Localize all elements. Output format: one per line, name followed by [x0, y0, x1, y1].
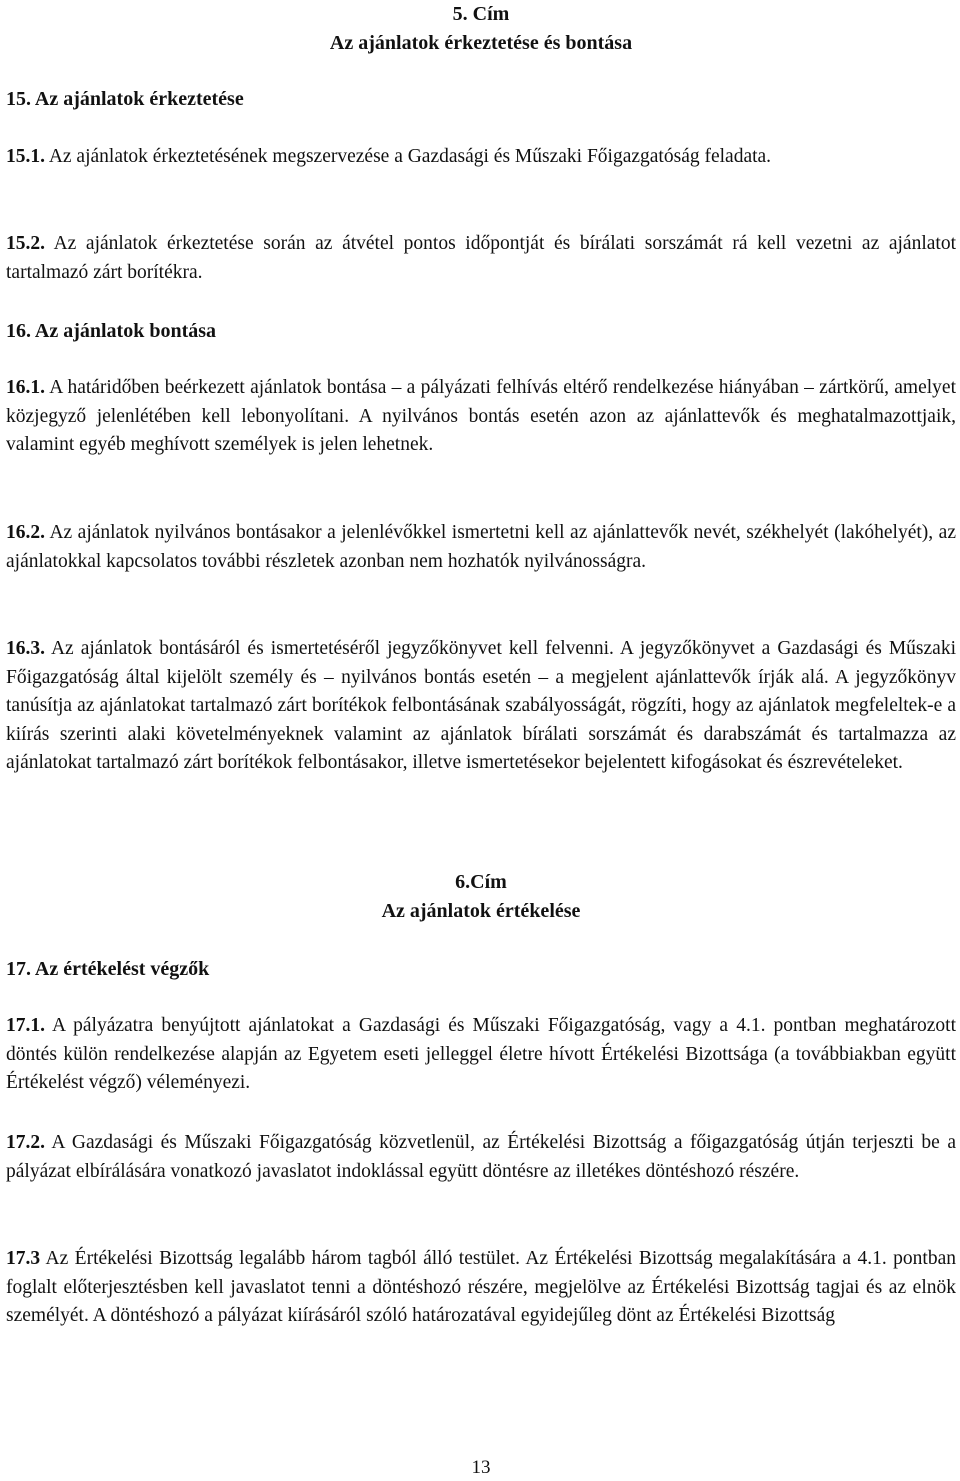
paragraph-text: A pályázatra benyújtott ajánlatokat a Gazdasági és Műszaki Főigazgatóság, vagy a 4.1. pontban meghatározott döntés külön rendelkezése alapján az Egyetem eseti jelleggel életre hívott Értékelési Bizottsága (a továbbiakban együtt Értékelést végző) véleményezi.: [6, 1015, 956, 1093]
paragraph-number: 15.2.: [6, 233, 45, 254]
section-17-heading: 17. Az értékelést végzők: [6, 958, 210, 980]
chapter-6-title: [6, 868, 956, 926]
paragraph-16-2: [6, 519, 956, 576]
section-15-heading: 15. Az ajánlatok érkeztetése: [6, 88, 244, 110]
chapter-5-title: [6, 0, 956, 58]
paragraph-number: 17.1.: [6, 1015, 45, 1036]
paragraph-number: 17.3: [6, 1248, 41, 1269]
chapter-title: Az ajánlatok értékelése: [381, 900, 581, 922]
document-page: [6, 0, 956, 1480]
paragraph-17-2: [6, 1129, 956, 1186]
paragraph-number: 16.3.: [6, 638, 45, 659]
paragraph-number: 16.1.: [6, 377, 45, 398]
paragraph-16-1: [6, 374, 956, 460]
paragraph-text: Az ajánlatok érkeztetése során az átvétel pontos időpontját és bírálati sorszámát rá kell vezetni az ajánlatot tartalmazó zárt borítékra.: [6, 233, 956, 283]
paragraph-number: 16.2.: [6, 522, 45, 543]
paragraph-text: A Gazdasági és Műszaki Főigazgatóság közvetlenül, az Értékelési Bizottság a főigazgatóság útján terjeszti be a pályázat elbírálására vonatkozó javaslatot indoklással együtt döntésre az illetékes döntéshozó részére.: [6, 1132, 956, 1182]
paragraph-15-1: [6, 143, 956, 172]
paragraph-15-2: [6, 230, 956, 287]
paragraph-text: Az ajánlatok nyilvános bontásakor a jelenlévőkkel ismertetni kell az ajánlattevők nevét, székhelyét (lakóhelyét), az ajánlatokkal kapcsolatos további részletek azonban nem hozhatók nyilvánosságra.: [6, 522, 956, 572]
chapter-number: 5. Cím: [452, 3, 510, 25]
paragraph-number: 17.2.: [6, 1132, 45, 1153]
chapter-title: Az ajánlatok érkeztetése és bontása: [329, 32, 633, 54]
page-number: 13: [471, 1457, 491, 1478]
paragraph-number: 15.1.: [6, 146, 45, 167]
paragraph-text: Az ajánlatok érkeztetésének megszervezése a Gazdasági és Műszaki Főigazgatóság feladata.: [48, 146, 772, 167]
paragraph-text: A határidőben beérkezett ajánlatok bontása – a pályázati felhívás eltérő rendelkezése hiányában – zártkörű, amelyet közjegyző jelenlétében kell lebonyolítani. A nyilvános bontás esetén azon az ajánlattevők és meghatalmazottjaik, valamint egyéb meghívott személyek is jelen lehetnek.: [6, 377, 956, 455]
paragraph-text: Az ajánlatok bontásáról és ismertetéséről jegyzőkönyvet kell felvenni. A jegyzőkönyvet a Gazdasági és Műszaki Főigazgatóság által kijelölt személy és – nyilvános bontás esetén – a megjelent ajánlattevők írják alá. A jegyzőkönyv tanúsítja az ajánlatokat tartalmazó zárt borítékok felbontásának szabályosságát, rögzíti, hogy az ajánlatok megfeleltek-e a kiírás szerinti alaki követelményeknek valamint az ajánlatok bírálati sorszámát és darabszámát és tartalmazza az ajánlatokat tartalmazó zárt borítékok felbontásakor, illetve ismertetésekor bejelentett kifogásokat és észrevételeket.: [6, 638, 956, 773]
paragraph-16-3: [6, 635, 956, 778]
section-16-heading: 16. Az ajánlatok bontása: [6, 320, 217, 342]
paragraph-17-1: [6, 1012, 956, 1098]
paragraph-text: Az Értékelési Bizottság legalább három tagból álló testület. Az Értékelési Bizottság megalakítására a 4.1. pontban foglalt előterjesztésben kell javaslatot tenni a döntéshozó részére, megjelölve az Értékelési Bizottság tagjai és az elnök személyét. A döntéshozó a pályázat kiírásáról szóló határozatával egyidejűleg dönt az Értékelési Bizottság: [6, 1248, 956, 1326]
chapter-number: 6.Cím: [455, 871, 507, 893]
paragraph-17-3: [6, 1245, 956, 1331]
